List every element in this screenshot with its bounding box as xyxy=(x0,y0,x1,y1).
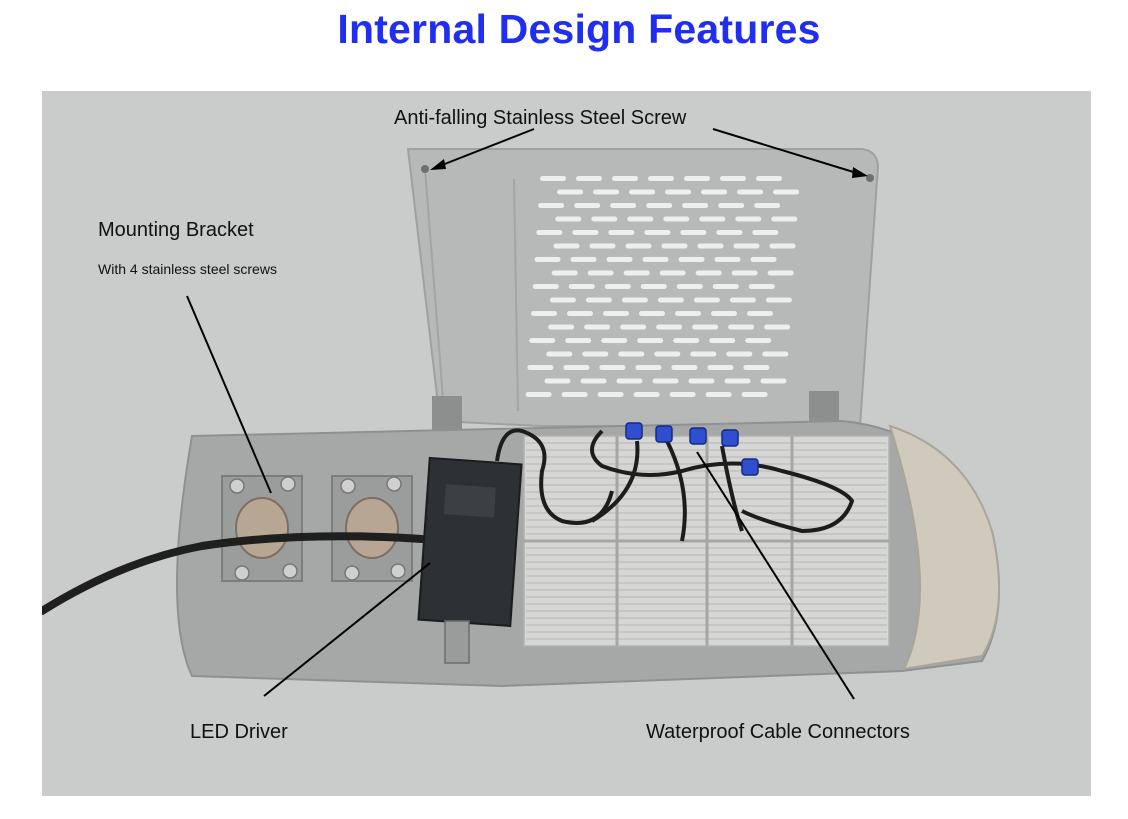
screw-right xyxy=(866,174,874,182)
label-anti-falling-screw: Anti-falling Stainless Steel Screw xyxy=(394,107,687,129)
label-waterproof-connectors: Waterproof Cable Connectors xyxy=(646,721,910,743)
product-photo xyxy=(42,91,1091,796)
street-light-illustration xyxy=(42,91,1091,796)
screw-left xyxy=(421,165,429,173)
lid-cover xyxy=(408,149,878,426)
page-title: Internal Design Features xyxy=(337,6,821,52)
label-bracket-note: With 4 stainless steel screws xyxy=(98,261,277,277)
label-led-driver: LED Driver xyxy=(190,721,288,743)
label-mounting-bracket: Mounting Bracket xyxy=(98,219,254,241)
